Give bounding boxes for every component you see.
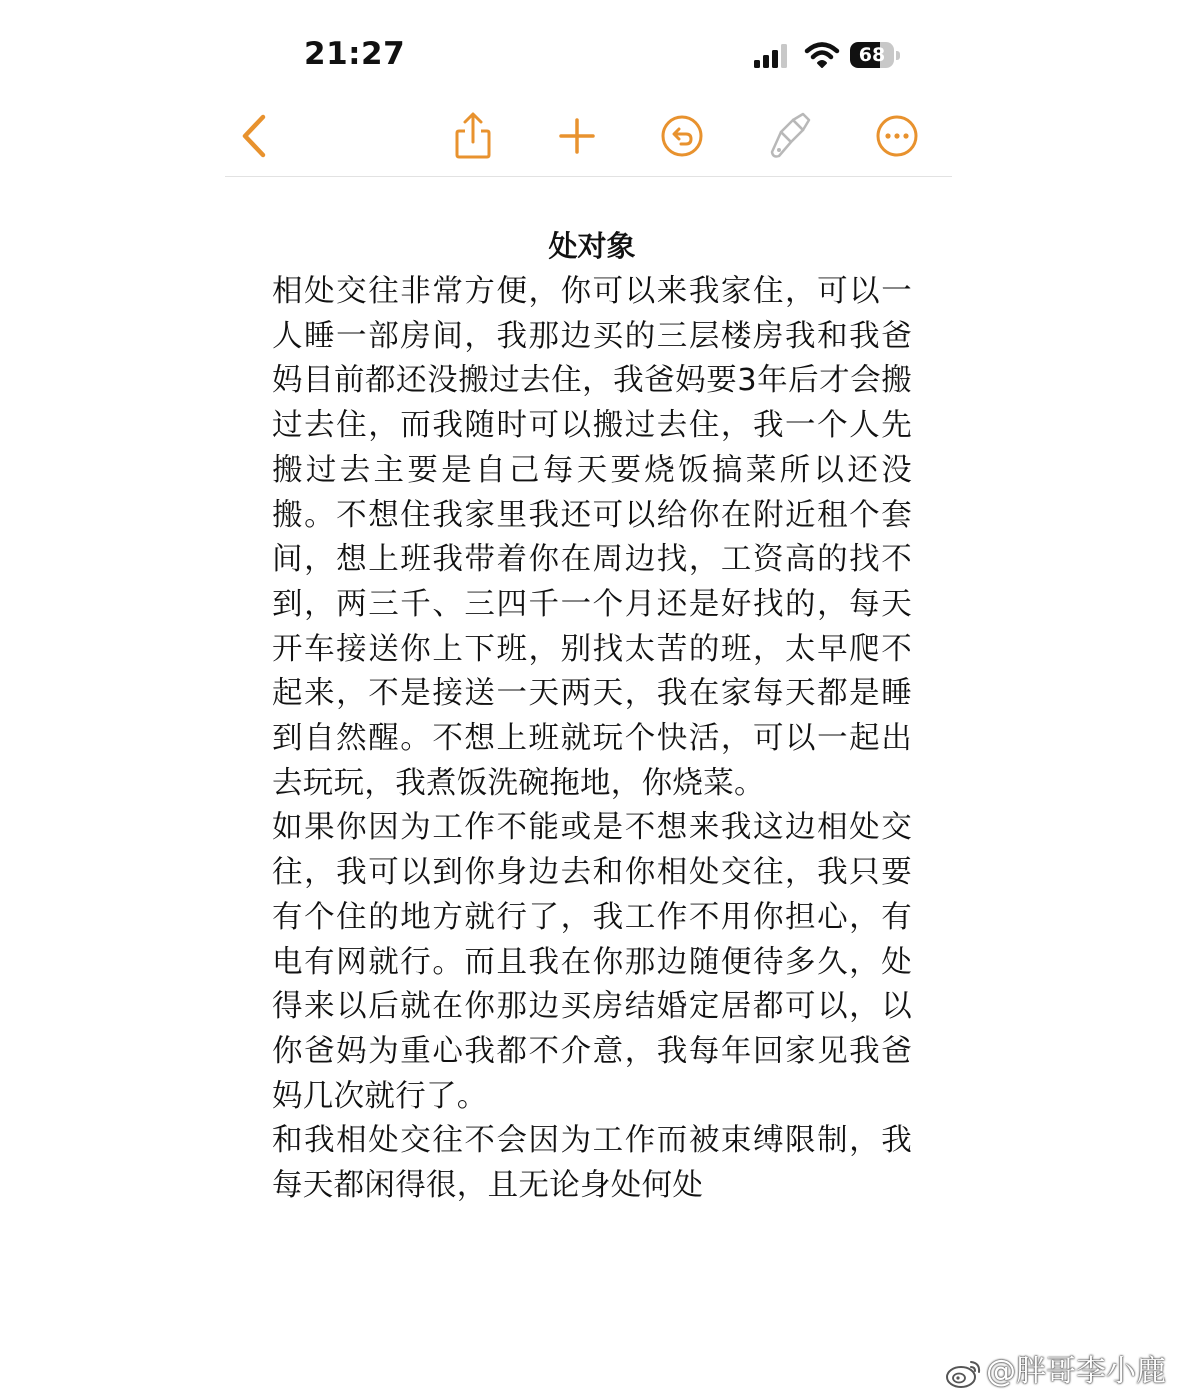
signal-icon xyxy=(752,42,794,70)
battery-nub xyxy=(896,51,900,60)
wifi-icon xyxy=(804,40,840,70)
battery-body xyxy=(850,42,894,68)
back-chevron-icon xyxy=(229,110,279,162)
status-time: 21:27 xyxy=(304,36,406,72)
share-button[interactable] xyxy=(448,110,498,162)
markup-button[interactable] xyxy=(765,110,815,162)
watermark-text: @胖哥李小鹿 xyxy=(986,1354,1166,1389)
more-icon xyxy=(872,110,922,162)
watermark xyxy=(944,1350,1166,1394)
weibo-icon xyxy=(944,1357,984,1389)
more-button[interactable] xyxy=(872,110,922,162)
undo-icon xyxy=(657,110,707,162)
status-bar xyxy=(0,0,1178,100)
notes-toolbar xyxy=(225,100,952,177)
note-paragraph-3: 和我相处交往不会因为工作而被束缚限制，我每天都闲得很，且无论身处何处 xyxy=(272,1123,912,1204)
battery-level: 68 xyxy=(858,44,886,66)
battery-icon xyxy=(850,42,902,70)
back-button[interactable] xyxy=(229,110,279,162)
share-icon xyxy=(448,110,498,162)
note-content[interactable] xyxy=(272,222,912,1209)
note-paragraph-2: 如果你因为工作不能或是不想来我这边相处交往，我可以到你身边去和你相处交往，我只要有个住的地方就行了，我工作不用你担心，有电有网就行。而且我在你那边随便待多久，处得来以后就在你那边买房结婚定居都可以，以你爸妈为重心我都不介意，我每年回家见我爸妈几次就行了。 xyxy=(272,810,912,1114)
note-title: 处对象 xyxy=(548,229,636,263)
undo-button[interactable] xyxy=(657,110,707,162)
markup-brush-icon xyxy=(765,110,815,162)
plus-icon xyxy=(552,110,602,162)
note-body xyxy=(272,270,912,1209)
note-paragraph-1: 相处交往非常方便，你可以来我家住，可以一人睡一部房间，我那边买的三层楼房我和我爸妈目前都还没搬过去住，我爸妈要3年后才会搬过去住，而我随时可以搬过去住，我一个人先搬过去主要是自己每天要烧饭搞菜所以还没搬。不想住我家里我还可以给你在附近租个套间，想上班我带着你在周边找，工资高的找不到，两三千、三四千一个月还是好找的，每天开车接送你上下班，别找太苦的班，太早爬不起来，不是接送一天两天，我在家每天都是睡到自然醒。不想上班就玩个快活，可以一起出去玩玩，我煮饭洗碗拖地，你烧菜。 xyxy=(272,274,912,801)
add-button[interactable] xyxy=(552,110,602,162)
